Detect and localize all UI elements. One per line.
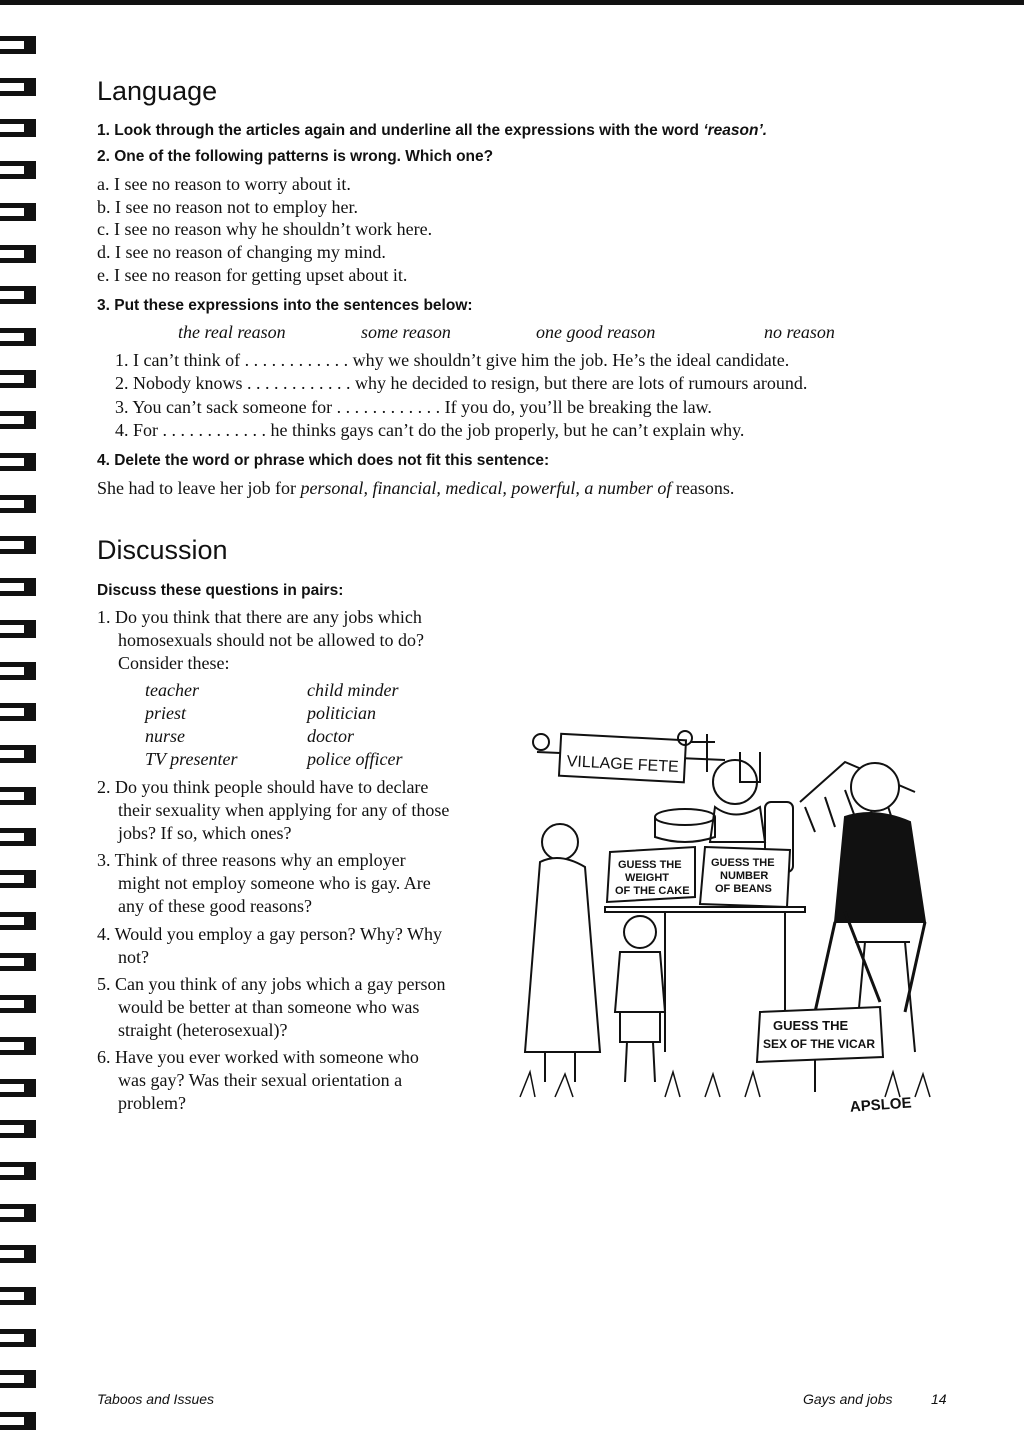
- spiral-ring: [0, 995, 38, 1017]
- d5-line-2: would be better at than someone who was: [118, 997, 420, 1017]
- q3-sentence-3: 3. You can’t sack someone for . . . . . . . . . . . . If you do, you’ll be breaking the law.: [115, 397, 712, 417]
- top-border: [0, 0, 1024, 5]
- spiral-ring: [0, 1037, 38, 1059]
- spiral-ring: [0, 745, 38, 767]
- d4-line-2: not?: [118, 947, 149, 967]
- spiral-ring: [0, 119, 38, 141]
- spiral-ring: [0, 245, 38, 267]
- q3-sentence-4: 4. For . . . . . . . . . . . . he thinks gays can’t do the job properly, but he can’t explain why.: [115, 420, 745, 440]
- spiral-ring: [0, 787, 38, 809]
- d1-line-2: homosexuals should not be allowed to do?: [118, 630, 424, 650]
- spiral-ring: [0, 1120, 38, 1142]
- spiral-ring: [0, 286, 38, 308]
- discussion-intro: Discuss these questions in pairs:: [97, 582, 344, 599]
- q4-sentence-start: She had to leave her job for: [97, 478, 301, 498]
- q2-option-e: e. I see no reason for getting upset about it.: [97, 265, 408, 285]
- job-doctor: doctor: [307, 726, 354, 746]
- d3-line-2: might not employ someone who is gay. Are: [118, 873, 431, 893]
- spiral-ring: [0, 703, 38, 725]
- vicar-sign-line-1: GUESS THE: [773, 1018, 849, 1033]
- spiral-ring: [0, 870, 38, 892]
- spiral-ring: [0, 662, 38, 684]
- q4-sentence: [97, 478, 734, 499]
- language-question-1: [97, 122, 767, 140]
- discussion-heading: Discussion: [97, 535, 228, 565]
- village-fete-cartoon: [515, 712, 945, 1132]
- job-nurse: nurse: [145, 726, 185, 746]
- expression-3: one good reason: [536, 322, 656, 342]
- cake-sign-line-3: OF THE CAKE: [615, 885, 690, 897]
- spiral-ring: [0, 578, 38, 600]
- job-priest: priest: [145, 703, 187, 723]
- q2-option-b: b. I see no reason not to employ her.: [97, 197, 358, 217]
- footer-book-title: Taboos and Issues: [97, 1391, 215, 1407]
- expression-2: some reason: [361, 322, 451, 342]
- spiral-ring: [0, 536, 38, 558]
- d6-line-2: was gay? Was their sexual orientation a: [118, 1070, 403, 1090]
- language-question-3: 3. Put these expressions into the sentences below:: [97, 297, 473, 314]
- footer-page-number: 14: [931, 1391, 947, 1407]
- spiral-ring: [0, 828, 38, 850]
- cake-sign-line-1: GUESS THE: [618, 859, 682, 871]
- d1-line-3: Consider these:: [118, 653, 230, 673]
- d2-line-3: jobs? If so, which ones?: [118, 823, 292, 843]
- d2-line-2: their sexuality when applying for any of those: [118, 800, 450, 820]
- beans-sign-line-3: OF BEANS: [715, 883, 772, 895]
- d5-line-3: straight (heterosexual)?: [118, 1020, 288, 1040]
- spiral-ring: [0, 1329, 38, 1351]
- footer-unit-title: Gays and jobs: [803, 1391, 893, 1407]
- spiral-ring: [0, 953, 38, 975]
- artist-signature: APSLOE: [849, 1094, 913, 1116]
- d5-line-1: 5. Can you think of any jobs which a gay person: [97, 974, 446, 994]
- beans-sign-line-2: NUMBER: [720, 870, 769, 882]
- spiral-ring: [0, 36, 38, 58]
- spiral-ring: [0, 1287, 38, 1309]
- spiral-ring: [0, 1079, 38, 1101]
- job-politician: politician: [307, 703, 376, 723]
- spiral-ring: [0, 328, 38, 350]
- spiral-ring: [0, 495, 38, 517]
- spiral-ring: [0, 1204, 38, 1226]
- spiral-binding: [0, 18, 44, 1448]
- q3-sentence-2: 2. Nobody knows . . . . . . . . . . . . why he decided to resign, but there are lots of rumours around.: [115, 373, 808, 393]
- q4-sentence-end: reasons.: [671, 478, 735, 498]
- spiral-ring: [0, 620, 38, 642]
- d1-line-1: 1. Do you think that there are any jobs which: [97, 607, 422, 627]
- job-child-minder: child minder: [307, 680, 399, 700]
- q2-option-a: a. I see no reason to worry about it.: [97, 174, 351, 194]
- d4-line-1: 4. Would you employ a gay person? Why? Why: [97, 924, 442, 944]
- d6-line-3: problem?: [118, 1093, 186, 1113]
- beans-sign-line-1: GUESS THE: [711, 857, 775, 869]
- job-teacher: teacher: [145, 680, 199, 700]
- d3-line-3: any of these good reasons?: [118, 896, 312, 916]
- q3-sentence-1: 1. I can’t think of . . . . . . . . . . . . why we shouldn’t give him the job. He’s the ideal candidate.: [115, 350, 790, 370]
- spiral-ring: [0, 78, 38, 100]
- cake-sign-line-2: WEIGHT: [625, 872, 669, 884]
- spiral-ring: [0, 453, 38, 475]
- d2-line-1: 2. Do you think people should have to declare: [97, 777, 429, 797]
- spiral-ring: [0, 1412, 38, 1434]
- spiral-ring: [0, 203, 38, 225]
- language-heading: Language: [97, 76, 218, 106]
- banner-text: VILLAGE FETE: [566, 753, 680, 776]
- q4-sentence-options: personal, financial, medical, powerful, a number of: [300, 478, 672, 498]
- spiral-ring: [0, 370, 38, 392]
- q1-word: ‘reason’.: [703, 122, 768, 139]
- spiral-ring: [0, 411, 38, 433]
- q2-option-c: c. I see no reason why he shouldn’t work here.: [97, 219, 433, 239]
- language-question-2: 2. One of the following patterns is wrong. Which one?: [97, 148, 494, 165]
- spiral-ring: [0, 912, 38, 934]
- spiral-ring: [0, 1162, 38, 1184]
- d3-line-1: 3. Think of three reasons why an employer: [97, 850, 406, 870]
- expression-4: no reason: [764, 322, 835, 342]
- q1-text: 1. Look through the articles again and underline all the expressions with the word: [97, 122, 704, 139]
- spiral-ring: [0, 1370, 38, 1392]
- expression-1: the real reason: [178, 322, 286, 342]
- language-question-4: 4. Delete the word or phrase which does not fit this sentence:: [97, 452, 550, 469]
- spiral-ring: [0, 161, 38, 183]
- job-police-officer: police officer: [307, 749, 403, 769]
- vicar-sign-line-2: SEX OF THE VICAR: [763, 1037, 876, 1051]
- d6-line-1: 6. Have you ever worked with someone who: [97, 1047, 419, 1067]
- job-tv-presenter: TV presenter: [145, 749, 238, 769]
- q2-option-d: d. I see no reason of changing my mind.: [97, 242, 386, 262]
- spiral-ring: [0, 1245, 38, 1267]
